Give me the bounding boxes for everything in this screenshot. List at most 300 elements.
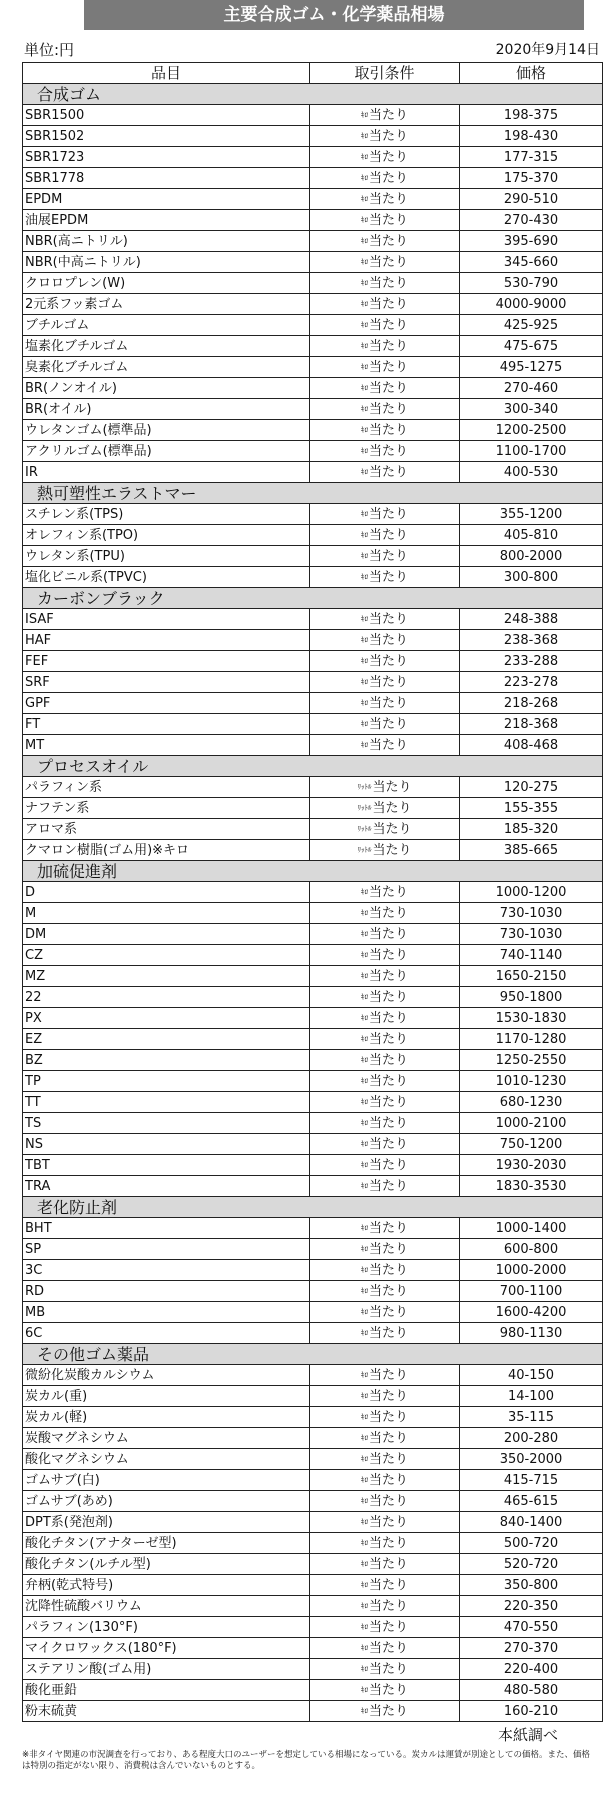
unit-prefix: ｷﾛ xyxy=(360,257,368,266)
table-row xyxy=(23,630,603,651)
table-row xyxy=(23,966,603,987)
item-name: 22 xyxy=(23,987,310,1008)
table-row xyxy=(23,735,603,756)
unit-suffix: 当たり xyxy=(372,842,412,858)
price: 233-288 xyxy=(460,651,603,672)
table-row xyxy=(23,651,603,672)
item-name: BR(ノンオイル) xyxy=(23,378,310,399)
unit-prefix: ﾘｯﾄﾙ xyxy=(357,782,372,791)
item-name: FEF xyxy=(23,651,310,672)
table-row xyxy=(23,378,603,399)
price: 730-1030 xyxy=(460,903,603,924)
item-name: アロマ系 xyxy=(23,819,310,840)
trade-terms xyxy=(310,315,460,336)
table-row xyxy=(23,357,603,378)
unit-suffix: 当たり xyxy=(368,107,408,123)
price: 350-800 xyxy=(460,1575,603,1596)
trade-terms xyxy=(310,903,460,924)
unit-suffix: 当たり xyxy=(368,275,408,291)
unit-prefix: ｷﾛ xyxy=(360,320,368,329)
price: 270-430 xyxy=(460,210,603,231)
unit-suffix: 当たり xyxy=(368,380,408,396)
unit-prefix: ｷﾛ xyxy=(360,383,368,392)
table-row xyxy=(23,840,603,861)
unit-label: 単位:円 xyxy=(24,41,75,59)
unit-prefix: ｷﾛ xyxy=(360,1538,368,1547)
table-row xyxy=(23,1029,603,1050)
trade-terms xyxy=(310,672,460,693)
trade-terms xyxy=(310,189,460,210)
table-row xyxy=(23,567,603,588)
price: 300-340 xyxy=(460,399,603,420)
trade-terms xyxy=(310,1050,460,1071)
trade-terms xyxy=(310,1617,460,1638)
trade-terms xyxy=(310,105,460,126)
unit-suffix: 当たり xyxy=(368,506,408,522)
unit-prefix: ｷﾛ xyxy=(360,1580,368,1589)
table-row xyxy=(23,819,603,840)
unit-suffix: 当たり xyxy=(368,128,408,144)
unit-prefix: ｷﾛ xyxy=(360,1559,368,1568)
unit-suffix: 当たり xyxy=(368,1535,408,1551)
unit-prefix: ｷﾛ xyxy=(360,467,368,476)
unit-suffix: 当たり xyxy=(368,926,408,942)
item-name: 酸化亜鉛 xyxy=(23,1680,310,1701)
table-row xyxy=(23,1449,603,1470)
table-row xyxy=(23,924,603,945)
unit-prefix: ｷﾛ xyxy=(360,110,368,119)
trade-terms xyxy=(310,651,460,672)
unit-suffix: 当たり xyxy=(368,191,408,207)
price: 1010-1230 xyxy=(460,1071,603,1092)
price: 220-400 xyxy=(460,1659,603,1680)
price: 1000-2100 xyxy=(460,1113,603,1134)
unit-prefix: ｷﾛ xyxy=(360,152,368,161)
unit-prefix: ｷﾛ xyxy=(360,1076,368,1085)
unit-prefix: ｷﾛ xyxy=(360,1601,368,1610)
unit-prefix: ﾘｯﾄﾙ xyxy=(357,803,372,812)
item-name: 酸化マグネシウム xyxy=(23,1449,310,1470)
table-row xyxy=(23,231,603,252)
price: 395-690 xyxy=(460,231,603,252)
price: 1600-4200 xyxy=(460,1302,603,1323)
table-row xyxy=(23,252,603,273)
table-row xyxy=(23,609,603,630)
unit-suffix: 当たり xyxy=(368,737,408,753)
trade-terms xyxy=(310,525,460,546)
item-name: 油展EPDM xyxy=(23,210,310,231)
table-row xyxy=(23,672,603,693)
trade-terms xyxy=(310,1260,460,1281)
unit-suffix: 当たり xyxy=(368,170,408,186)
unit-prefix: ｷﾛ xyxy=(360,971,368,980)
trade-terms xyxy=(310,1470,460,1491)
price: 14-100 xyxy=(460,1386,603,1407)
trade-terms xyxy=(310,126,460,147)
price: 385-665 xyxy=(460,840,603,861)
price: 300-800 xyxy=(460,567,603,588)
item-name: PX xyxy=(23,1008,310,1029)
item-name: 6C xyxy=(23,1323,310,1344)
price: 740-1140 xyxy=(460,945,603,966)
price: 1250-2550 xyxy=(460,1050,603,1071)
table-row xyxy=(23,1176,603,1197)
item-name: MZ xyxy=(23,966,310,987)
trade-terms xyxy=(310,1407,460,1428)
table-row xyxy=(23,441,603,462)
table-row xyxy=(23,399,603,420)
item-name: TRA xyxy=(23,1176,310,1197)
item-name: NBR(中高ニトリル) xyxy=(23,252,310,273)
item-name: BR(オイル) xyxy=(23,399,310,420)
table-row xyxy=(23,1407,603,1428)
unit-suffix: 当たり xyxy=(368,422,408,438)
price: 750-1200 xyxy=(460,1134,603,1155)
item-name: 臭素化ブチルゴム xyxy=(23,357,310,378)
unit-suffix: 当たり xyxy=(368,1640,408,1656)
unit-prefix: ｷﾛ xyxy=(360,1055,368,1064)
price: 270-460 xyxy=(460,378,603,399)
unit-prefix: ﾘｯﾄﾙ xyxy=(357,845,372,854)
unit-prefix: ｷﾛ xyxy=(360,656,368,665)
unit-prefix: ｷﾛ xyxy=(360,950,368,959)
unit-prefix: ｷﾛ xyxy=(360,1454,368,1463)
trade-terms xyxy=(310,1575,460,1596)
table-row xyxy=(23,504,603,525)
unit-prefix: ｷﾛ xyxy=(360,1307,368,1316)
trade-terms xyxy=(310,168,460,189)
price: 1100-1700 xyxy=(460,441,603,462)
unit-suffix: 当たり xyxy=(368,1262,408,1278)
price: 120-275 xyxy=(460,777,603,798)
unit-prefix: ｷﾛ xyxy=(360,1412,368,1421)
table-row xyxy=(23,147,603,168)
unit-prefix: ｷﾛ xyxy=(360,1370,368,1379)
price: 1000-1200 xyxy=(460,882,603,903)
unit-suffix: 当たり xyxy=(368,1577,408,1593)
trade-terms xyxy=(310,840,460,861)
table-row xyxy=(23,189,603,210)
table-row xyxy=(23,126,603,147)
trade-terms xyxy=(310,1302,460,1323)
unit-prefix: ｷﾛ xyxy=(360,1391,368,1400)
unit-suffix: 当たり xyxy=(368,1241,408,1257)
trade-terms xyxy=(310,1491,460,1512)
item-name: D xyxy=(23,882,310,903)
item-name: ステアリン酸(ゴム用) xyxy=(23,1659,310,1680)
item-name: 塩化ビニル系(TPVC) xyxy=(23,567,310,588)
table-row xyxy=(23,1365,603,1386)
unit-suffix: 当たり xyxy=(368,233,408,249)
price: 270-370 xyxy=(460,1638,603,1659)
price: 177-315 xyxy=(460,147,603,168)
unit-suffix: 当たり xyxy=(368,1157,408,1173)
price: 680-1230 xyxy=(460,1092,603,1113)
price: 405-810 xyxy=(460,525,603,546)
trade-terms xyxy=(310,1701,460,1722)
table-row xyxy=(23,1554,603,1575)
table-row xyxy=(23,1701,603,1722)
section-row xyxy=(23,84,603,105)
price: 185-320 xyxy=(460,819,603,840)
item-name: SBR1500 xyxy=(23,105,310,126)
unit-prefix: ｷﾛ xyxy=(360,446,368,455)
trade-terms xyxy=(310,1659,460,1680)
unit-prefix: ｷﾛ xyxy=(360,1034,368,1043)
unit-suffix: 当たり xyxy=(368,1283,408,1299)
trade-terms xyxy=(310,336,460,357)
date: 2020年9月14日 xyxy=(495,42,600,58)
unit-prefix: ｷﾛ xyxy=(360,1223,368,1232)
table-row xyxy=(23,1239,603,1260)
unit-suffix: 当たり xyxy=(368,254,408,270)
trade-terms xyxy=(310,567,460,588)
item-name: CZ xyxy=(23,945,310,966)
table-row xyxy=(23,1386,603,1407)
item-name: ISAF xyxy=(23,609,310,630)
price: 350-2000 xyxy=(460,1449,603,1470)
unit-suffix: 当たり xyxy=(368,1031,408,1047)
item-name: MT xyxy=(23,735,310,756)
item-name: 炭カル(軽) xyxy=(23,1407,310,1428)
unit-suffix: 当たり xyxy=(368,611,408,627)
item-name: ゴムサブ(白) xyxy=(23,1470,310,1491)
table-row xyxy=(23,1113,603,1134)
trade-terms xyxy=(310,987,460,1008)
price: 4000-9000 xyxy=(460,294,603,315)
table-row xyxy=(23,168,603,189)
price-table xyxy=(22,62,603,1722)
trade-terms xyxy=(310,609,460,630)
unit-prefix: ｷﾛ xyxy=(360,887,368,896)
trade-terms xyxy=(310,882,460,903)
unit-suffix: 当たり xyxy=(368,968,408,984)
table-row xyxy=(23,1575,603,1596)
table-row xyxy=(23,294,603,315)
trade-terms xyxy=(310,399,460,420)
section-row xyxy=(23,861,603,882)
price: 198-375 xyxy=(460,105,603,126)
unit-prefix: ｷﾛ xyxy=(360,1181,368,1190)
unit-suffix: 当たり xyxy=(368,884,408,900)
unit-suffix: 当たり xyxy=(368,548,408,564)
trade-terms xyxy=(310,252,460,273)
table-row xyxy=(23,420,603,441)
unit-prefix: ｷﾛ xyxy=(360,1517,368,1526)
item-name: RD xyxy=(23,1281,310,1302)
unit-suffix: 当たり xyxy=(368,527,408,543)
unit-suffix: 当たり xyxy=(368,1325,408,1341)
table-row xyxy=(23,1323,603,1344)
unit-prefix: ｷﾛ xyxy=(360,299,368,308)
price: 730-1030 xyxy=(460,924,603,945)
price: 238-368 xyxy=(460,630,603,651)
item-name: 炭カル(重) xyxy=(23,1386,310,1407)
price: 495-1275 xyxy=(460,357,603,378)
price: 980-1130 xyxy=(460,1323,603,1344)
unit-prefix: ｷﾛ xyxy=(360,131,368,140)
price: 475-675 xyxy=(460,336,603,357)
table-row xyxy=(23,1155,603,1176)
unit-prefix: ｷﾛ xyxy=(360,908,368,917)
item-name: 弁柄(乾式特号) xyxy=(23,1575,310,1596)
unit-suffix: 当たり xyxy=(368,1409,408,1425)
section-title: プロセスオイル xyxy=(23,756,603,777)
unit-prefix: ｷﾛ xyxy=(360,1097,368,1106)
price: 480-580 xyxy=(460,1680,603,1701)
trade-terms xyxy=(310,819,460,840)
item-name: ゴムサブ(あめ) xyxy=(23,1491,310,1512)
trade-terms xyxy=(310,1554,460,1575)
unit-suffix: 当たり xyxy=(368,296,408,312)
price: 408-468 xyxy=(460,735,603,756)
price: 40-150 xyxy=(460,1365,603,1386)
trade-terms xyxy=(310,924,460,945)
section-title: その他ゴム薬品 xyxy=(23,1344,603,1365)
unit-prefix: ｷﾛ xyxy=(360,1622,368,1631)
trade-terms xyxy=(310,945,460,966)
section-title: 合成ゴム xyxy=(23,84,603,105)
unit-prefix: ｷﾛ xyxy=(360,341,368,350)
item-name: BHT xyxy=(23,1218,310,1239)
price: 1200-2500 xyxy=(460,420,603,441)
item-name: HAF xyxy=(23,630,310,651)
unit-prefix: ｷﾛ xyxy=(360,740,368,749)
unit-suffix: 当たり xyxy=(368,1094,408,1110)
table-row xyxy=(23,105,603,126)
price: 155-355 xyxy=(460,798,603,819)
unit-prefix: ｷﾛ xyxy=(360,1139,368,1148)
trade-terms xyxy=(310,735,460,756)
unit-suffix: 当たり xyxy=(368,1010,408,1026)
trade-terms xyxy=(310,777,460,798)
unit-prefix: ｷﾛ xyxy=(360,1496,368,1505)
unit-prefix: ｷﾛ xyxy=(360,929,368,938)
price: 218-368 xyxy=(460,714,603,735)
table-row xyxy=(23,525,603,546)
trade-terms xyxy=(310,1512,460,1533)
unit-suffix: 当たり xyxy=(368,632,408,648)
item-name: 粉末硫黄 xyxy=(23,1701,310,1722)
table-row xyxy=(23,315,603,336)
trade-terms xyxy=(310,630,460,651)
unit-suffix: 当たり xyxy=(372,800,412,816)
unit-prefix: ｷﾛ xyxy=(360,1013,368,1022)
unit-prefix: ｷﾛ xyxy=(360,1328,368,1337)
unit-suffix: 当たり xyxy=(368,653,408,669)
table-row xyxy=(23,336,603,357)
table-row xyxy=(23,1470,603,1491)
price: 198-430 xyxy=(460,126,603,147)
table-row xyxy=(23,1071,603,1092)
unit-suffix: 当たり xyxy=(368,947,408,963)
trade-terms xyxy=(310,441,460,462)
trade-terms xyxy=(310,1134,460,1155)
item-name: SRF xyxy=(23,672,310,693)
section-title: 老化防止剤 xyxy=(23,1197,603,1218)
section-row xyxy=(23,483,603,504)
trade-terms xyxy=(310,231,460,252)
price: 35-115 xyxy=(460,1407,603,1428)
price: 400-530 xyxy=(460,462,603,483)
price: 1000-1400 xyxy=(460,1218,603,1239)
price: 290-510 xyxy=(460,189,603,210)
item-name: BZ xyxy=(23,1050,310,1071)
trade-terms xyxy=(310,294,460,315)
unit-suffix: 当たり xyxy=(368,338,408,354)
trade-terms xyxy=(310,420,460,441)
trade-terms xyxy=(310,1365,460,1386)
item-name: オレフィン系(TPO) xyxy=(23,525,310,546)
price: 530-790 xyxy=(460,273,603,294)
unit-suffix: 当たり xyxy=(368,1493,408,1509)
section-title: 熱可塑性エラストマー xyxy=(23,483,603,504)
table-row xyxy=(23,1428,603,1449)
item-name: DPT系(発泡剤) xyxy=(23,1512,310,1533)
item-name: M xyxy=(23,903,310,924)
unit-prefix: ｷﾛ xyxy=(360,1433,368,1442)
table-row xyxy=(23,1050,603,1071)
price: 160-210 xyxy=(460,1701,603,1722)
price: 1830-3530 xyxy=(460,1176,603,1197)
table-row xyxy=(23,1302,603,1323)
price: 220-350 xyxy=(460,1596,603,1617)
item-name: 3C xyxy=(23,1260,310,1281)
section-row xyxy=(23,756,603,777)
section-title: カーボンブラック xyxy=(23,588,603,609)
table-row xyxy=(23,210,603,231)
price: 500-720 xyxy=(460,1533,603,1554)
item-name: 酸化チタン(アナターゼ型) xyxy=(23,1533,310,1554)
unit-prefix: ｷﾛ xyxy=(360,1160,368,1169)
unit-prefix: ｷﾛ xyxy=(360,194,368,203)
trade-terms xyxy=(310,1239,460,1260)
item-name: ナフテン系 xyxy=(23,798,310,819)
price: 223-278 xyxy=(460,672,603,693)
unit-suffix: 当たり xyxy=(368,1304,408,1320)
price: 600-800 xyxy=(460,1239,603,1260)
table-row xyxy=(23,1533,603,1554)
item-name: マイクロワックス(180°F) xyxy=(23,1638,310,1659)
price: 175-370 xyxy=(460,168,603,189)
section-row xyxy=(23,588,603,609)
price: 520-720 xyxy=(460,1554,603,1575)
item-name: TP xyxy=(23,1071,310,1092)
price: 840-1400 xyxy=(460,1512,603,1533)
table-row xyxy=(23,1218,603,1239)
unit-prefix: ｷﾛ xyxy=(360,509,368,518)
trade-terms xyxy=(310,147,460,168)
unit-prefix: ｷﾛ xyxy=(360,1706,368,1715)
table-row xyxy=(23,693,603,714)
item-name: 酸化チタン(ルチル型) xyxy=(23,1554,310,1575)
item-name: NS xyxy=(23,1134,310,1155)
trade-terms xyxy=(310,1029,460,1050)
unit-prefix: ﾘｯﾄﾙ xyxy=(357,824,372,833)
item-name: DM xyxy=(23,924,310,945)
unit-suffix: 当たり xyxy=(368,1430,408,1446)
unit-suffix: 当たり xyxy=(368,674,408,690)
price: 218-268 xyxy=(460,693,603,714)
item-name: TBT xyxy=(23,1155,310,1176)
price: 1930-2030 xyxy=(460,1155,603,1176)
trade-terms xyxy=(310,1680,460,1701)
price: 355-1200 xyxy=(460,504,603,525)
table-row xyxy=(23,1512,603,1533)
trade-terms xyxy=(310,546,460,567)
item-name: IR xyxy=(23,462,310,483)
unit-prefix: ｷﾛ xyxy=(360,698,368,707)
